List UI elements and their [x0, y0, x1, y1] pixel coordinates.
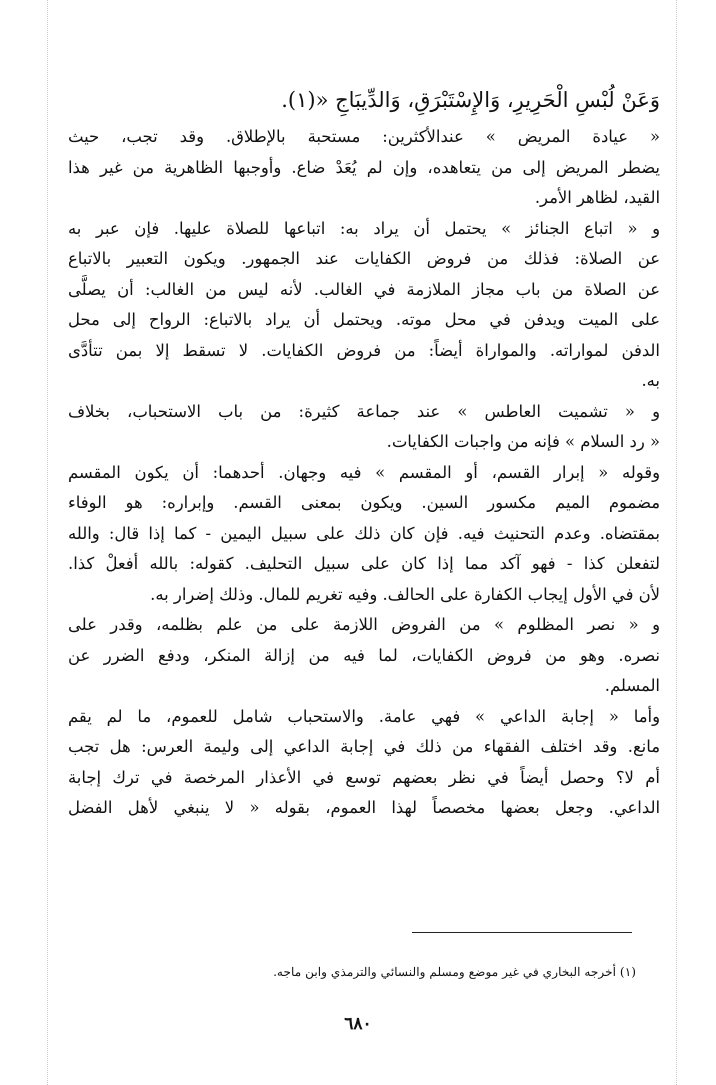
text-line: مانع. وقد اختلف الفقهاء من ذلك في إجابة الداعي إلى وليمة العرس: هل تجب	[68, 737, 660, 756]
text-line: و « تشميت العاطس » عند جماعة كثيرة: من باب الاستحباب، بخلاف	[68, 401, 660, 421]
footnote-divider	[412, 932, 632, 933]
text-line: وقوله « إبرار القسم، أو المقسم » فيه وجهان. أحدهما: أن يكون المقسم	[68, 462, 660, 482]
text-line: نصره. وهو من فروض الكفايات، لما فيه من إزالة المنكر، ودفع الضرر عن	[68, 645, 660, 665]
text-line: مضموم الميم مكسور السين. ويكون بمعنى القسم. وإبراره: هو الوفاء	[68, 493, 660, 512]
text-line: الداعي. وجعل بعضها مخصصاً لهذا العموم، بقوله « لا ينبغي لأهل الفضل	[68, 798, 660, 817]
text-line: لأن في الأول إيجاب الكفارة على الحالف. وفيه تغريم للمال. وذلك إضرار به.	[150, 584, 660, 604]
text-line: يضطر المريض إلى من يتعاهده، وإن لم يُعَدْ ضاع. وأوجبها الظاهرية من غير هذا	[68, 157, 660, 177]
scan-margin-right	[676, 0, 677, 1085]
text-line: القيد، لظاهر الأمر.	[534, 188, 660, 207]
text-line: بمقتضاه. وعدم التحنيث فيه. فإن كان ذلك على سبيل اليمين - كما إذا قال: والله	[68, 523, 660, 543]
text-line: على الميت ويدفن في محل موته. ويحتمل أن يراد بالاتباع: الرواح إلى محل	[68, 310, 660, 329]
text-line: وأما « إجابة الداعي » فهي عامة. والاستحباب شامل للعموم، ما لم يقم	[68, 706, 660, 726]
text-line: « عيادة المريض » عندالأكثرين: مستحبة بالإطلاق. وقد تجب، حيث	[68, 127, 660, 146]
text-line: « رد السلام » فإنه من واجبات الكفايات.	[386, 432, 660, 451]
footnote: (١) أخرجه البخاري في غير موضع ومسلم والنسائي والترمذي وابن ماجه.	[273, 965, 636, 979]
text-line: الدفن لمواراته. والمواراة أيضاً: من فروض الكفايات. لا تسقط إلا بمن تتأدَّى	[68, 340, 660, 360]
main-text-block	[68, 78, 660, 824]
text-line: عن الصلاة: فذلك من فروض الكفايات عند الجمهور. ويكون التعبير بالاتباع	[68, 249, 660, 268]
text-line: به.	[641, 371, 660, 390]
text-line: عن الصلاة من باب مجاز الملازمة في الغالب. لأنه ليس من الغالب: أن يصلَّى	[68, 279, 660, 299]
text-line: و « نصر المظلوم » من الفروض اللازمة على من علم بظلمه، وقدر على	[68, 615, 660, 634]
text-line: وَعَنْ لُبْسِ الْحَرِيرِ، وَالإِسْتَبْرَقِ، وَالدِّيبَاجِ «(١).	[281, 88, 660, 112]
scan-margin-left	[47, 0, 48, 1085]
page-number: ٦٨٠	[344, 1014, 372, 1034]
text-line: و « اتباع الجنائز » يحتمل أن يراد به: اتباعها للصلاة عليها. فإن عبر به	[68, 218, 660, 238]
text-line: أم لا؟ وحصل أيضاً في نظر بعضهم توسع في الأعذار المرخصة في ترك إجابة	[68, 767, 660, 787]
text-line: المسلم.	[604, 676, 660, 695]
text-line: لتفعلن كذا - فهو آكد مما إذا كان على سبيل التحليف. كقوله: بالله أفعلْ كذا.	[68, 554, 660, 573]
